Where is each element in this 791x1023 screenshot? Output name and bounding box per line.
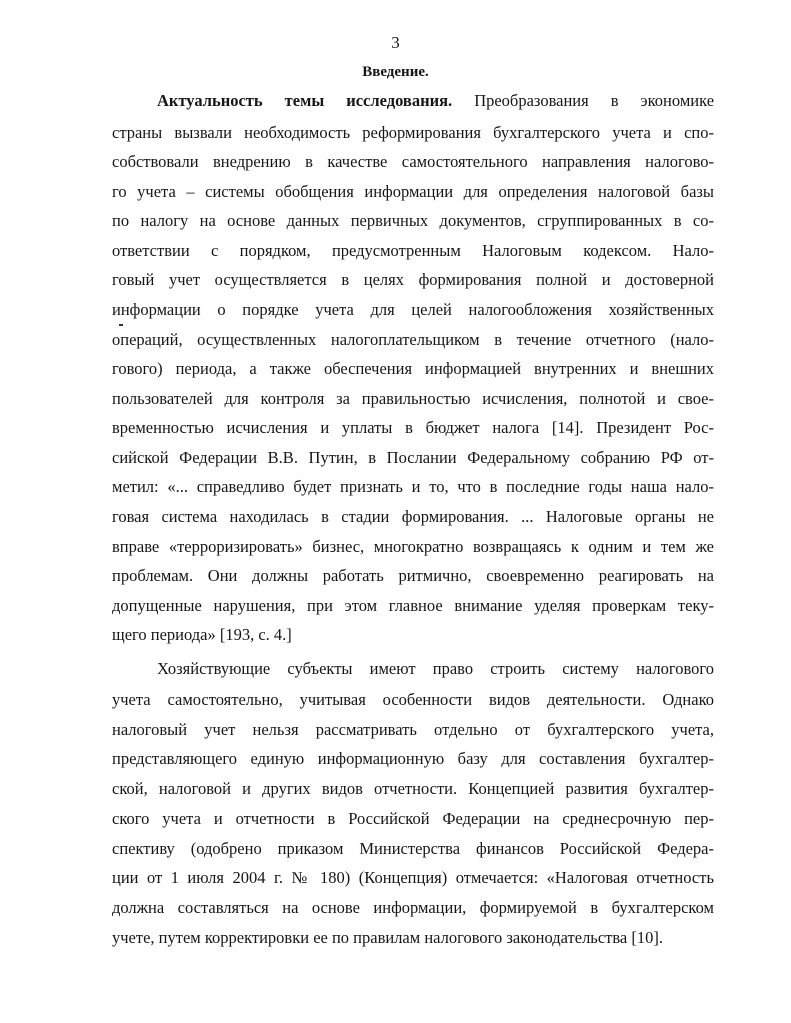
paragraph-1-line: сийской Федерации В.В. Путин, в Послании Федеральному собранию РФ от- bbox=[112, 448, 714, 467]
paragraph-1-line: ответствии с порядком, предусмотренным Налоговым кодексом. Нало- bbox=[112, 241, 714, 260]
paragraph-1-lead-rest: Преобразования в экономике bbox=[474, 91, 715, 110]
paragraph-1-line: операций, осуществленных налогоплательщиком в течение отчетного (нало- bbox=[112, 330, 714, 349]
paragraph-1-line-1 bbox=[157, 91, 714, 111]
paragraph-1-line: пользователей для контроля за правильностью исчисления, полнотой и свое- bbox=[112, 389, 714, 408]
paragraph-1-line: по налогу на основе данных первичных документов, сгруппированных в со- bbox=[112, 211, 714, 230]
paragraph-1-line: щего периода» [193, с. 4.] bbox=[112, 625, 292, 644]
paragraph-2-line: ской, налоговой и других видов отчетности. Концепцией развития бухгалтер- bbox=[112, 779, 714, 798]
paragraph-2-line: учете, путем корректировки ее по правилам налогового законодательства [10]. bbox=[112, 928, 663, 947]
paragraph-1-line: страны вызвали необходимость реформирования бухгалтерского учета и спо- bbox=[112, 123, 714, 142]
section-heading: Введение. bbox=[362, 64, 429, 80]
paragraph-1-line: допущенные нарушения, при этом главное внимание уделяя проверкам теку- bbox=[112, 596, 714, 615]
paragraph-2-line: ции от 1 июля 2004 г. № 180) (Концепция) отмечается: «Налоговая отчетность bbox=[112, 868, 714, 887]
paragraph-2-line: учета самостоятельно, учитывая особенности видов деятельности. Однако bbox=[112, 690, 714, 709]
paragraph-1-line: временностью исчисления и уплаты в бюджет налога [14]. Президент Рос- bbox=[112, 418, 714, 437]
paragraph-2-line: представляющего единую информационную базу для составления бухгалтер- bbox=[112, 749, 714, 768]
paragraph-1-line: собствовали внедрению в качестве самостоятельного направления налогово- bbox=[112, 152, 714, 171]
paragraph-1-line: говая система находилась в стадии формирования. ... Налоговые органы не bbox=[112, 507, 714, 526]
paragraph-1-line: информации о порядке учета для целей налогообложения хозяйственных bbox=[112, 300, 714, 319]
page-number: 3 bbox=[391, 33, 400, 52]
paragraph-1-line: метил: «... справедливо будет признать и то, что в последние годы наша нало- bbox=[112, 477, 714, 496]
paragraph-1-line: проблемам. Они должны работать ритмично, своевременно реагировать на bbox=[112, 566, 714, 585]
paragraph-2-line: налоговый учет нельзя рассматривать отдельно от бухгалтерского учета, bbox=[112, 720, 714, 739]
paragraph-1-lead-bold: Актуальность темы исследования. bbox=[157, 91, 453, 110]
scan-speck bbox=[119, 324, 123, 326]
paragraph-2-line: Хозяйствующие субъекты имеют право строить систему налогового bbox=[157, 659, 714, 678]
paragraph-1-line: го учета – системы обобщения информации для определения налоговой базы bbox=[112, 182, 714, 201]
paragraph-2-line: должна составляться на основе информации, формируемой в бухгалтерском bbox=[112, 898, 714, 917]
paragraph-2-line: ского учета и отчетности в Российской Федерации на среднесрочную пер- bbox=[112, 809, 714, 828]
paragraph-1-line: говый учет осуществляется в целях формирования полной и достоверной bbox=[112, 270, 714, 289]
paragraph-1-line: гового) периода, а также обеспечения информацией внутренних и внешних bbox=[112, 359, 714, 378]
paragraph-2-line: спективу (одобрено приказом Министерства финансов Российской Федера- bbox=[112, 839, 714, 858]
paragraph-1-line: вправе «терроризировать» бизнес, многократно возвращаясь к одним и тем же bbox=[112, 537, 714, 556]
